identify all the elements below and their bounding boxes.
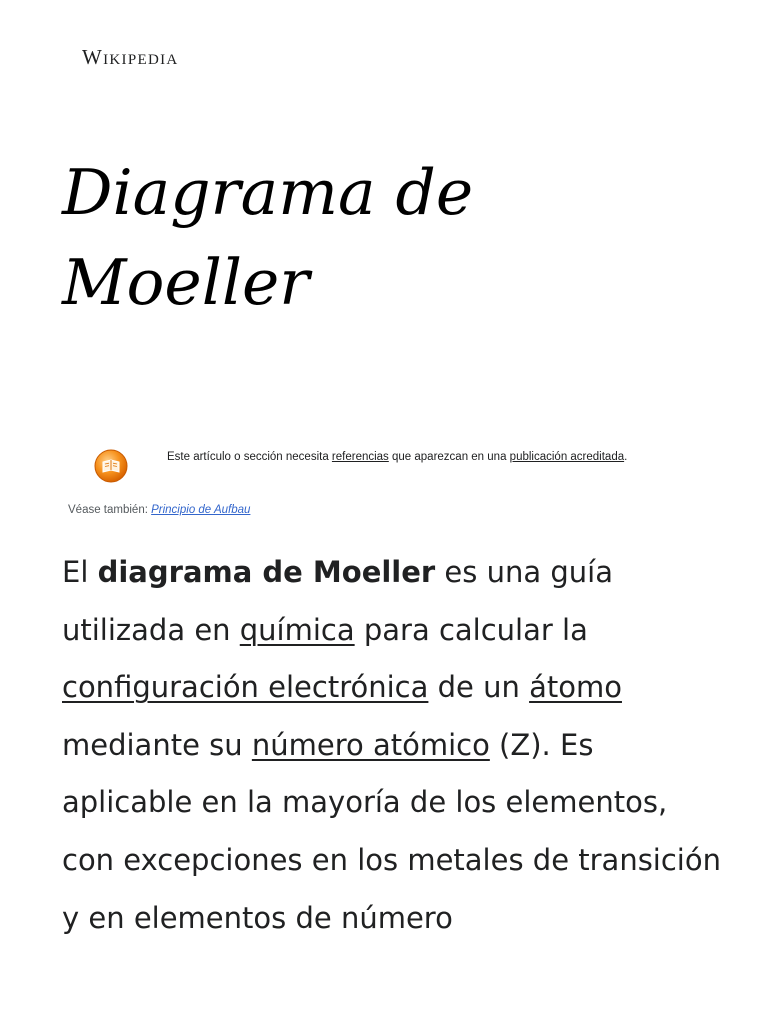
notice-text-part: que aparezcan en una <box>388 451 510 463</box>
lead-paragraph <box>62 544 722 947</box>
page-title-line1: Diagrama de <box>62 156 474 229</box>
lead-text: mediante su <box>62 727 252 762</box>
link-quimica[interactable]: química <box>239 612 355 647</box>
see-also-hatnote <box>68 502 250 518</box>
wikipedia-wordmark-logo[interactable]: Wikipedia <box>82 44 179 69</box>
lead-text: (Z). Es aplicable en la mayoría de los elementos, con excepciones en los metales de transición y en elementos de número <box>62 727 721 935</box>
book-reference-icon <box>94 449 128 483</box>
link-configuracion-electronica[interactable]: configuración electrónica <box>62 670 429 705</box>
references-notice <box>94 447 714 487</box>
page-title-line2: Moeller <box>62 246 310 319</box>
link-principio-de-aufbau[interactable]: Principio de Aufbau <box>151 504 251 516</box>
lead-text: es una guía utilizada en <box>62 555 613 647</box>
link-numero-atomico[interactable]: número atómico <box>251 727 490 762</box>
notice-text-part: . <box>624 451 628 463</box>
page-title <box>62 148 722 328</box>
link-atomo[interactable]: átomo <box>529 670 622 705</box>
lead-text: El <box>62 555 98 589</box>
lead-bold-term: diagrama de Moeller <box>97 555 436 589</box>
notice-text-part: Este artículo o sección necesita <box>167 451 332 463</box>
lead-text: de un <box>428 670 530 705</box>
link-referencias[interactable]: referencias <box>331 451 389 463</box>
see-also-label: Véase también: <box>68 504 152 516</box>
lead-text: para calcular la <box>354 612 588 647</box>
notice-text <box>167 449 627 465</box>
link-publicacion-acreditada[interactable]: publicación acreditada <box>509 451 625 463</box>
site-header <box>82 42 179 72</box>
